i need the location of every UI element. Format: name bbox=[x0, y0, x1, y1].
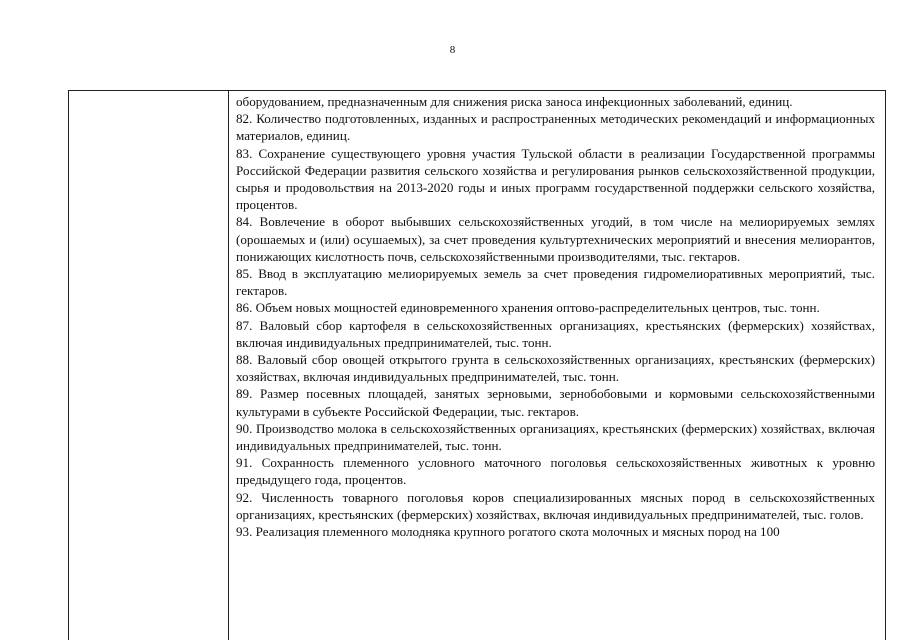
indicator-item: 92. Численность товарного поголовья коров специализированных мясных пород в сельскохозяйственных организациях, крестьянских (фермерских) хозяйствах, включая индивидуальных предпринимателей, тыс. голов. bbox=[236, 489, 875, 522]
indicator-item: 83. Сохранение существующего уровня участия Тульской области в реализации Государственной программы Российской Федерации развития сельского хозяйства и регулирования рынков сельскохозяйственной продукции, сырья и продовольствия на 2013-2020 годы и иных программ государственной поддержки сельского хозяйства, процентов. bbox=[236, 145, 875, 213]
indicator-item: 85. Ввод в эксплуатацию мелиорируемых земель за счет проведения гидромелиоративных мероприятий, тыс. гектаров. bbox=[236, 266, 875, 299]
indicator-item: 91. Сохранность племенного условного маточного поголовья сельскохозяйственных животных к уровню предыдущего года, процентов. bbox=[236, 455, 875, 488]
table-left-cell bbox=[69, 91, 229, 640]
indicator-item: оборудованием, предназначенным для снижения риска заноса инфекционных заболеваний, единиц. bbox=[236, 94, 793, 109]
indicator-item: 93. Реализация племенного молодняка крупного рогатого скота молочных и мясных пород на 100 bbox=[236, 524, 780, 540]
indicator-item: 90. Производство молока в сельскохозяйственных организациях, крестьянских (фермерских) хозяйствах, включая индивидуальных предпринимателей, тыс. тонн. bbox=[236, 420, 875, 454]
indicator-item: 87. Валовый сбор картофеля в сельскохозяйственных организациях, крестьянских (фермерских) хозяйствах, включая индивидуальных предпринимателей, тыс. тонн. bbox=[236, 317, 875, 350]
indicator-item: 86. Объем новых мощностей единовременного хранения оптово-распределительных центров, тыс. тонн. bbox=[236, 300, 820, 316]
page-number: 8 bbox=[449, 44, 456, 56]
indicator-item: 82. Количество подготовленных, изданных и распространенных методических рекомендаций и информационных материалов, единиц. bbox=[236, 111, 875, 144]
indicator-item: 84. Вовлечение в оборот выбывших сельскохозяйственных угодий, в том числе на мелиорируемых землях (орошаемых и (или) осушаемых), за счет проведения культуртехнических мероприятий и внесения мелиорантов, понижающих кислотность почв, сельскохозяйственными производителями, тыс. гектаров. bbox=[236, 214, 875, 264]
indicator-item: 89. Размер посевных площадей, занятых зерновыми, зернобобовыми и кормовыми сельскохозяйственными культурами в субъекте Российской Федерации, тыс. гектаров. bbox=[236, 386, 875, 419]
indicator-item: 88. Валовый сбор овощей открытого грунта в сельскохозяйственных организациях, крестьянских (фермерских) хозяйствах, включая индивидуальных предпринимателей, тыс. тонн. bbox=[236, 352, 875, 385]
indicator-table bbox=[68, 90, 886, 640]
table-right-cell bbox=[229, 91, 881, 640]
